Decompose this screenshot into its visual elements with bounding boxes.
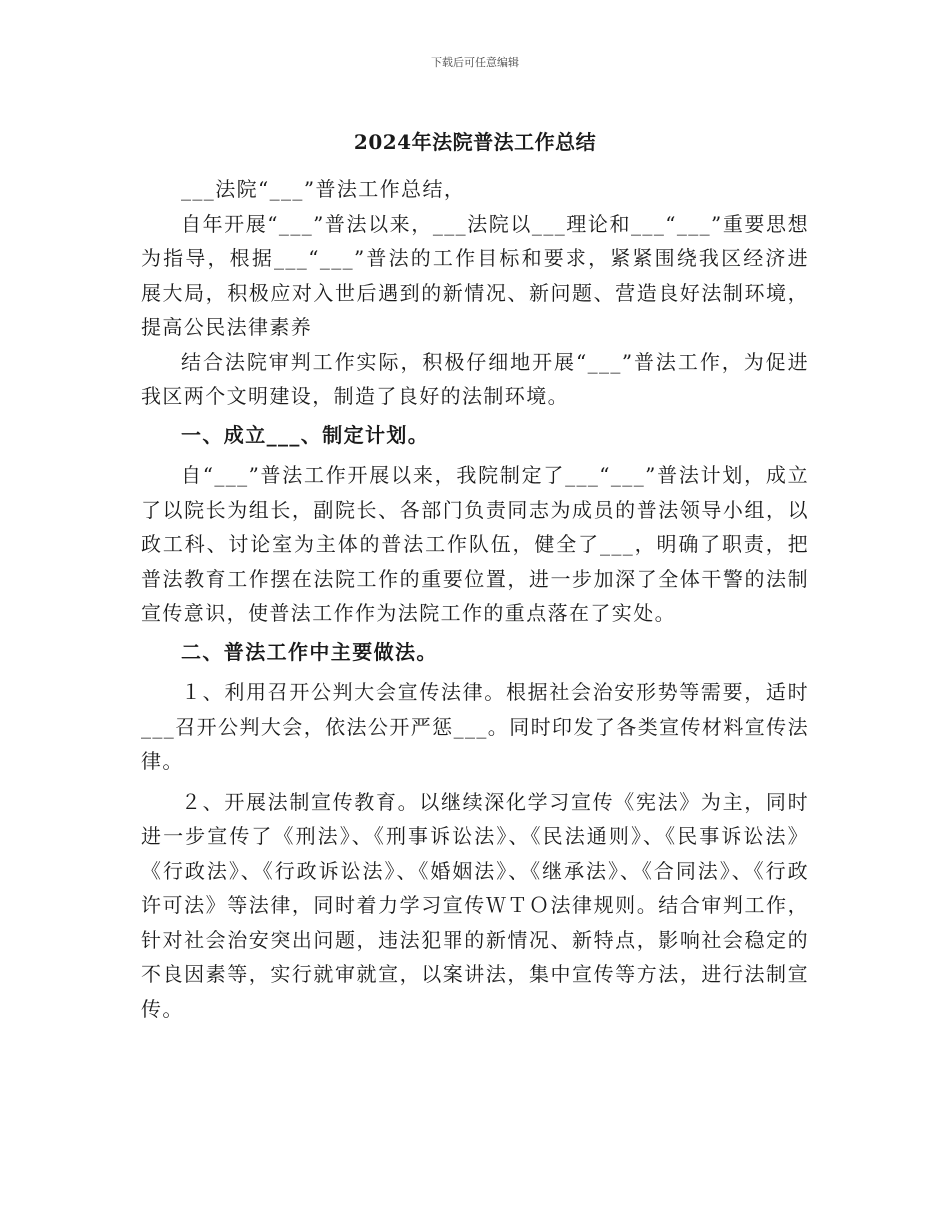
section-heading-2: 二、普法工作中主要做法。 [181,639,438,664]
intro-paragraph-2: 结合法院审判工作实际，积极仔细地开展“___”普法工作，为促进我区两个文明建设，制造了良好的法制环境。 [141,349,809,408]
list-item-1: １、利用召开公判大会宣传法律。根据社会治安形势等需要，适时___召开公判大会，依法公开严惩___。同时印发了各类宣传材料宣传法律。 [141,680,809,773]
section-heading-1: 一、成立___、制定计划。 [181,422,430,447]
section-1-paragraph: 自“___”普法工作开展以来，我院制定了___“___”普法计划，成立了以院长为组长，副院长、各部门负责同志为成员的普法领导小组，以政工科、讨论室为主体的普法工作队伍，健全了___，明确了职责，把普法教育工作摆在法院工作的重要位置，进一步加深了全体干警的法制宣传意识，使普法工作作为法院工作的重点落在了实处。 [141,463,809,625]
greeting-line: ___法院“___”普法工作总结， [181,177,466,201]
list-item-2: ２、开展法制宣传教育。以继续深化学习宣传《宪法》为主，同时进一步宣传了《刑法》、《刑事诉讼法》、《民法通则》、《民事诉讼法》《行政法》、《行政诉讼法》、《婚姻法》、《继承法》、《合同法》、《行政许可法》等法律，同时着力学习宣传ＷＴＯ法律规则。结合审判工作，针对社会治安突出问题，违法犯罪的新情况、新特点，影响社会稳定的不良因素等，实行就审就宣，以案讲法，集中宣传等方法，进行法制宣传。 [141,789,809,1021]
intro-paragraph-1: 自年开展“___”普法以来，___法院以___理论和___“___”重要思想为指导，根据___“___”普法的工作目标和要求，紧紧围绕我区经济进展大局，积极应对入世后遇到的新情况、新问题、营造良好法制环境，提高公民法律素养 [141,211,809,339]
document-title: 2024年法院普法工作总结 [353,130,597,154]
document-body [141,172,809,1026]
header-note: 下载后可任意编辑 [431,56,519,69]
